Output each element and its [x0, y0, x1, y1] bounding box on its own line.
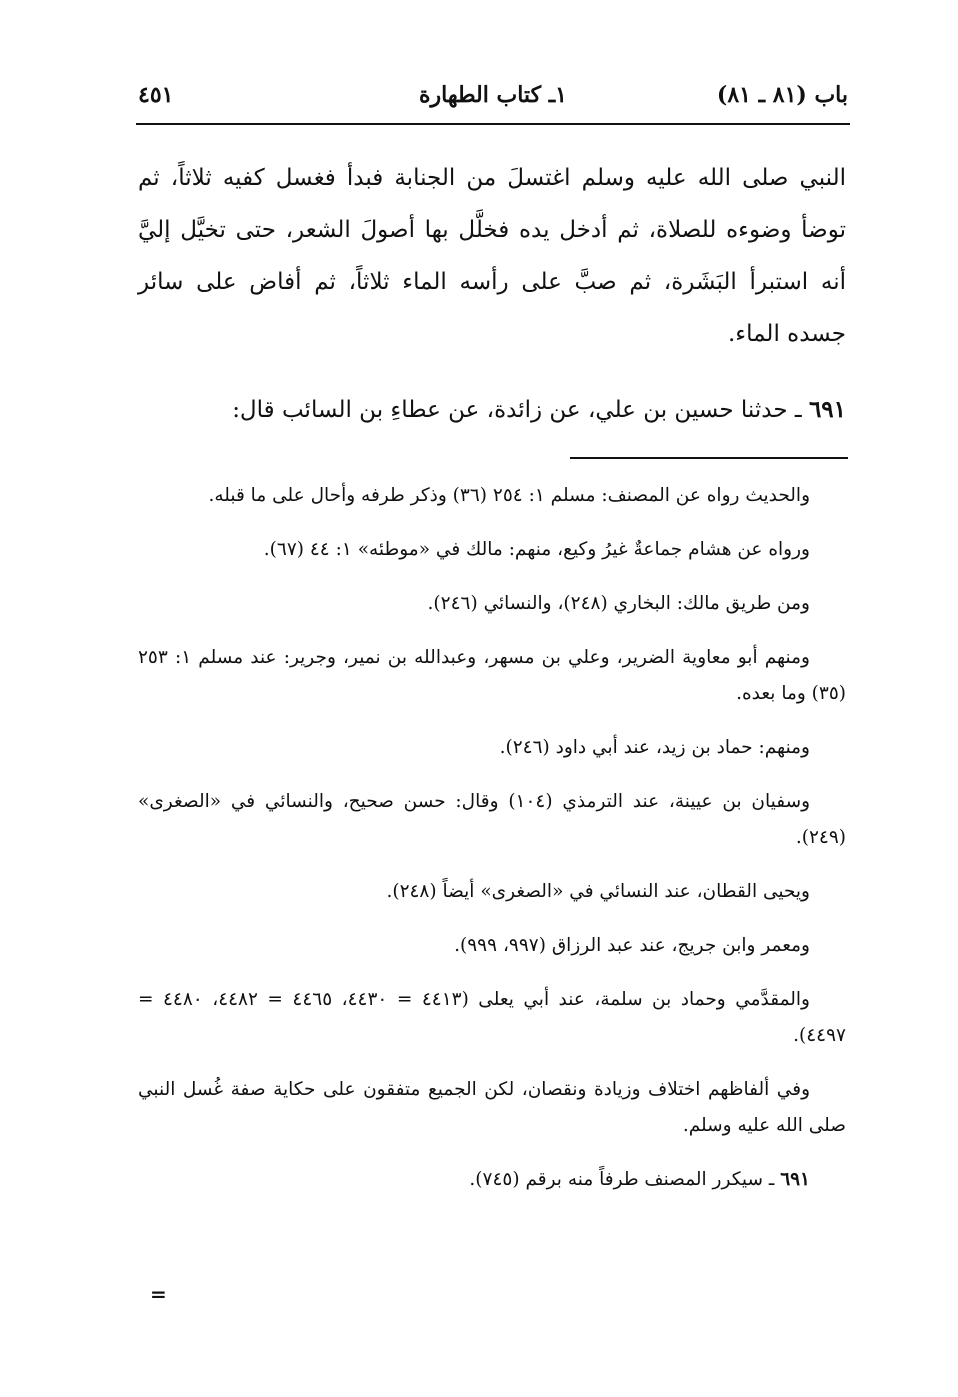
footnote-paragraph: والحديث رواه عن المصنف: مسلم ١: ٢٥٤ (٣٦) وذكر طرفه وأحال على ما قبله. [208, 485, 810, 506]
footnote-hadith-note [138, 1162, 846, 1198]
footnote-paragraph: ومنهم أبو معاوية الضرير، وعلي بن مسهر، وعبدالله بن نمير، وجرير: عند مسلم ١: ٢٥٣ (٣٥) وما بعده. [138, 647, 846, 704]
page-header [138, 82, 848, 122]
footnote-note-text: ـ سيكرر المصنف طرفاً منه برقم (٧٤٥). [469, 1169, 775, 1190]
footnotes [138, 478, 846, 1216]
footnote-separator [570, 457, 848, 459]
main-paragraph: النبي صلى الله عليه وسلم اغتسلَ من الجنابة فبدأ فغسل كفيه ثلاثاً، ثم توضأ وضوءه للصلاة، ثم أدخل يده فخلَّل بها أصولَ الشعر، حتى تخيَّل إليَّ أنه استبرأ البَشَرة، ثم صبَّ على رأسه الماء ثلاثاً، ثم أفاض على سائر جسده الماء. [138, 165, 846, 347]
running-book-title: ١ـ كتاب الطهارة [419, 82, 567, 108]
footnote-paragraph: ومنهم: حماد بن زيد، عند أبي داود (٢٤٦). [499, 737, 810, 758]
footnote-paragraph: ومن طريق مالك: البخاري (٢٤٨)، والنسائي (٢٤٦). [427, 593, 810, 614]
footnote-paragraph: ومعمر وابن جريج، عند عبد الرزاق (٩٩٧، ٩٩٩). [454, 935, 810, 956]
continuation-mark: = [150, 1282, 167, 1306]
running-chapter-title: باب (٨١ ـ ٨١) [716, 82, 848, 108]
main-text [138, 152, 846, 360]
hadith-number: ٦٩١ [808, 396, 846, 423]
hadith-entry [138, 384, 846, 436]
footnote-paragraph: والمقدَّمي وحماد بن سلمة، عند أبي يعلى (٤٤١٣ = ٤٤٣٠، ٤٤٦٥ = ٤٤٨٢، ٤٤٨٠ = ٤٤٩٧). [138, 989, 846, 1046]
footnote-paragraph: وفي ألفاظهم اختلاف وزيادة ونقصان، لكن الجميع متفقون على حكاية صفة غُسل النبي صلى الله عليه وسلم. [138, 1079, 846, 1136]
page-number: ٤٥١ [138, 82, 174, 108]
header-rule [136, 123, 850, 125]
footnote-paragraph: ورواه عن هشام جماعةٌ غيرُ وكيع، منهم: مالك في «موطئه» ١: ٤٤ (٦٧). [263, 539, 810, 560]
hadith-text: ـ حدثنا حسين بن علي، عن زائدة، عن عطاءِ بن السائب قال: [232, 397, 802, 423]
footnote-paragraph: وسفيان بن عيينة، عند الترمذي (١٠٤) وقال: حسن صحيح، والنسائي في «الصغرى» (٢٤٩). [138, 791, 846, 848]
footnote-paragraph: ويحيى القطان، عند النسائي في «الصغرى» أيضاً (٢٤٨). [386, 881, 810, 902]
footnote-number: ٦٩١ [780, 1169, 810, 1190]
